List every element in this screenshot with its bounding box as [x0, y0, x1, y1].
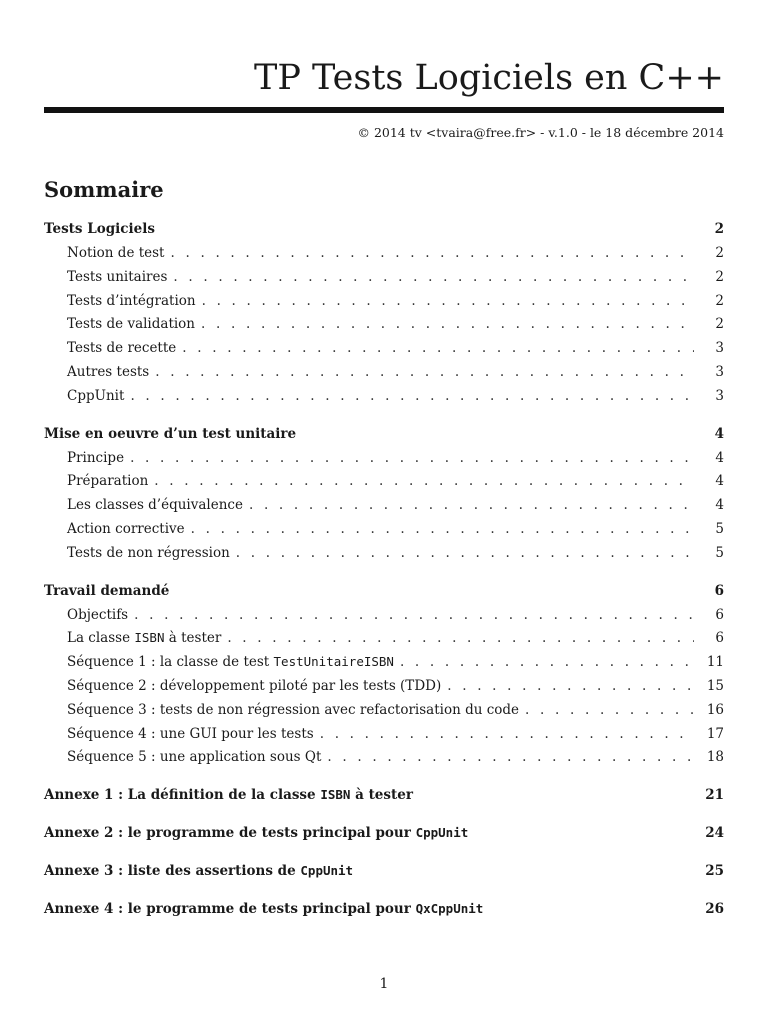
toc-entry-label: Préparation [67, 473, 149, 490]
toc-entry-label: Séquence 2 : développement piloté par les tests (TDD) [67, 677, 442, 694]
toc-leader [400, 654, 694, 670]
toc-entry-text: Annexe 3 : liste des assertions de [44, 863, 301, 880]
toc-leader [191, 521, 694, 537]
toc-page-number: 17 [706, 725, 724, 742]
toc-leader [182, 340, 694, 356]
table-of-contents [44, 221, 724, 939]
toc-entry-label: Tests d’intégration [67, 292, 196, 309]
toc-leader [525, 702, 694, 718]
toc-annexe-title [44, 901, 700, 917]
toc-page-number: 6 [715, 606, 724, 623]
toc-page-number: 2 [715, 245, 724, 261]
toc-leader [236, 545, 694, 561]
toc-annexe-entry[interactable] [44, 863, 724, 887]
toc-annexe-entry[interactable] [44, 787, 724, 811]
toc-entry-label: Séquence 3 : tests de non régression avec refactorisation du code [67, 701, 520, 718]
toc-entry[interactable] [44, 678, 724, 702]
toc-annexe-title [44, 825, 700, 841]
toc-entry[interactable] [44, 364, 724, 388]
toc-section [44, 583, 724, 774]
toc-entry[interactable] [44, 293, 724, 317]
code-identifier: ISBN [320, 787, 351, 803]
toc-page-number: 6 [715, 630, 724, 647]
toc-annexe-title [44, 787, 700, 803]
toc-page-number: 5 [715, 520, 724, 537]
toc-heading: Sommaire [44, 177, 164, 202]
toc-entry[interactable] [44, 545, 724, 569]
toc-section-title: Mise en oeuvre d’un test unitaire [44, 425, 297, 442]
toc-entry-label: Les classes d’équivalence [67, 497, 243, 514]
code-identifier: TestUnitaireISBN [273, 654, 394, 670]
toc-page-number: 4 [715, 449, 724, 466]
code-identifier: QxCppUnit [415, 901, 484, 917]
code-identifier: CppUnit [300, 863, 354, 879]
toc-entry[interactable] [44, 702, 724, 726]
toc-page-number: 3 [715, 340, 724, 357]
toc-page-number: 21 [705, 787, 724, 804]
toc-leader [447, 678, 694, 694]
toc-page-number: 25 [705, 863, 724, 880]
toc-entry-label [67, 654, 394, 670]
toc-entry-text: à tester [350, 787, 413, 804]
toc-page-number: 24 [705, 825, 724, 842]
toc-entry-label: Action corrective [67, 520, 185, 537]
toc-page-number: 2 [715, 268, 724, 285]
toc-page-number: 3 [715, 363, 724, 380]
toc-section-title: Tests Logiciels [44, 221, 155, 237]
toc-page-number: 2 [715, 316, 724, 333]
toc-leader [227, 630, 694, 646]
toc-entry-label: Tests de recette [67, 340, 177, 357]
document-title: TP Tests Logiciels en C++ [254, 58, 724, 98]
toc-leader [155, 364, 694, 380]
toc-page-number: 11 [706, 654, 724, 671]
toc-annexe-title [44, 863, 700, 879]
toc-leader [320, 726, 694, 742]
toc-entry-label: Séquence 4 : une GUI pour les tests [67, 725, 314, 742]
toc-section-title: Travail demandé [44, 582, 170, 599]
toc-annexe-entry[interactable] [44, 901, 724, 925]
toc-page-number: 4 [714, 425, 724, 442]
toc-page-number: 2 [714, 221, 724, 237]
toc-leader [249, 497, 694, 513]
toc-entry-text: Séquence 1 : la classe de test [67, 654, 274, 671]
toc-entry[interactable] [44, 630, 724, 654]
toc-page-number: 3 [715, 387, 724, 404]
toc-entry-label: Autres tests [67, 363, 150, 380]
toc-entry[interactable] [44, 269, 724, 293]
toc-annexe-entry[interactable] [44, 825, 724, 849]
toc-leader [202, 293, 694, 309]
toc-entry-label: Tests de validation [67, 316, 196, 333]
toc-section-entry[interactable] [44, 426, 724, 450]
toc-entry[interactable] [44, 245, 724, 269]
toc-leader [130, 388, 694, 404]
toc-entry[interactable] [44, 654, 724, 678]
toc-entry-text: à tester [164, 630, 222, 647]
page-number: 1 [379, 976, 389, 992]
toc-entry-label: Principe [67, 449, 125, 466]
toc-section-entry[interactable] [44, 583, 724, 607]
toc-leader [171, 245, 695, 261]
toc-entry[interactable] [44, 473, 724, 497]
toc-entry-text: La classe [67, 630, 135, 647]
toc-leader [130, 450, 694, 466]
toc-page-number: 5 [715, 544, 724, 561]
toc-entry-text: Annexe 1 : La définition de la classe [44, 787, 321, 804]
toc-entry[interactable] [44, 749, 724, 773]
code-identifier: ISBN [134, 630, 165, 646]
toc-page-number: 16 [706, 701, 724, 718]
code-identifier: CppUnit [415, 825, 469, 841]
toc-page-number: 4 [715, 497, 724, 514]
toc-section [44, 426, 724, 569]
toc-entry-label: Séquence 5 : une application sous Qt [67, 749, 322, 766]
toc-section [44, 221, 724, 412]
toc-entry-text: Annexe 2 : le programme de tests principal pour [44, 825, 416, 842]
toc-entry-label: Objectifs [67, 606, 129, 623]
toc-leader [201, 316, 694, 332]
toc-entry[interactable] [44, 521, 724, 545]
toc-page-number: 15 [706, 677, 724, 694]
toc-leader [327, 749, 694, 765]
toc-entry-label [67, 630, 221, 646]
toc-page-number: 2 [715, 292, 724, 309]
toc-leader [173, 269, 694, 285]
document-meta: © 2014 tv <tvaira@free.fr> - v.1.0 - le 18 décembre 2014 [357, 125, 724, 140]
toc-entry[interactable] [44, 388, 724, 412]
toc-page-number: 4 [715, 473, 724, 490]
toc-page-number: 6 [714, 582, 724, 599]
toc-entry-text: Annexe 4 : le programme de tests principal pour [44, 901, 416, 918]
toc-entry-label: CppUnit [67, 387, 125, 404]
toc-entry[interactable] [44, 497, 724, 521]
toc-entry[interactable] [44, 316, 724, 340]
toc-entry[interactable] [44, 450, 724, 474]
toc-page-number: 26 [705, 901, 724, 918]
toc-page-number: 18 [706, 749, 724, 766]
toc-section-entry[interactable] [44, 221, 724, 245]
toc-entry-label: Tests unitaires [67, 268, 168, 285]
toc-entry[interactable] [44, 340, 724, 364]
toc-entry[interactable] [44, 726, 724, 750]
toc-entry[interactable] [44, 607, 724, 631]
title-rule [44, 107, 724, 113]
toc-entry-label: Tests de non régression [67, 544, 230, 561]
toc-leader [134, 607, 694, 623]
toc-entry-label: Notion de test [67, 245, 165, 261]
toc-leader [154, 473, 694, 489]
